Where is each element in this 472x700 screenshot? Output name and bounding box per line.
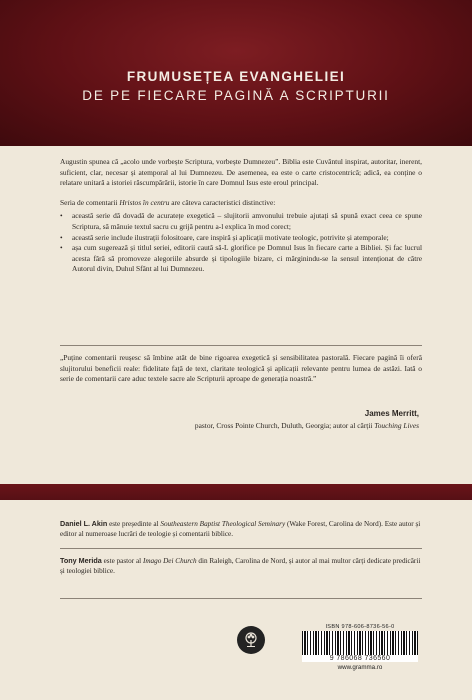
author-institution: Southeastern Baptist Theological Seminary: [160, 520, 286, 528]
divider: [60, 548, 422, 549]
features-list: [60, 211, 422, 275]
list-item-text: așa cum sugerează și titlul seriei, editorii caută să-L glorifice pe Domnul Isus în fiecare carte a Bibliei. Și fac lucrul acesta fără să promoveze alegoriile absurde și tipologiile bizare, ci mărginindu-se la sensul intenționat de către Autorul divin, Duhul Sfânt al lui Dumnezeu.: [72, 243, 422, 274]
divider: [60, 598, 422, 599]
author-text: este pastor al: [101, 557, 143, 565]
header-band: [0, 0, 472, 146]
author-text: (Wake Forest, Carolina de Nord). Este autor și editor al numeroase lucrări de teologie și comentarii biblice.: [60, 520, 421, 539]
series-intro: [60, 198, 422, 209]
series-title: Hristos în centru: [119, 197, 170, 207]
bottom-band: [0, 484, 472, 500]
gramma-tree-logo: [237, 626, 265, 654]
bullet-icon: •: [60, 211, 63, 221]
header-subtitle: DE PE FIECARE PAGINĂ A SCRIPTURII: [82, 88, 390, 103]
barcode-bars: [302, 631, 418, 655]
isbn-barcode: [300, 624, 420, 671]
affiliation-text: pastor, Cross Pointe Church, Duluth, Georgia; autor al cărții: [194, 421, 375, 430]
list-item: [60, 211, 422, 232]
isbn-label: ISBN 978-606-8736-56-0: [325, 624, 395, 630]
series-intro-start: Seria de comentarii: [60, 197, 120, 207]
author-text: din Raleigh, Carolina de Nord, și autor al mai multor cărți dedicate predicării și teologiei biblice.: [60, 557, 421, 576]
quote-affiliation: [195, 421, 419, 430]
publisher-website: www.gramma.ro: [337, 664, 383, 671]
barcode-number: 9 786068 736560: [302, 655, 418, 662]
header-title: FRUMUSEȚEA EVANGHELIEI: [126, 69, 346, 84]
divider: [60, 345, 422, 346]
author-bio-akin: [60, 519, 422, 540]
list-item: [60, 233, 422, 244]
intro-paragraph: Augustin spunea că „acolo unde vorbește Scriptura, vorbește Dumnezeu”. Biblia este Cuvântul inspirat, autoritar, inerent, suficient, clar, necesar și atemporal al lui Dumnezeu. De asemenea, ea este o carte cristocentrică; adică, ea conține o relatare unitară a istoriei răscumpărării, istorie în care Domnul Isus este eroul principal.: [60, 157, 422, 188]
bullet-icon: •: [60, 243, 63, 253]
author-institution: Imago Dei Church: [142, 557, 197, 565]
series-intro-end: are câteva caracteristici distinctive:: [169, 197, 276, 207]
list-item: [60, 243, 422, 275]
author-name: Tony Merida: [60, 556, 102, 565]
tree-icon: [242, 631, 260, 649]
list-item-text: această serie include ilustrații folositoare, care inspiră și aplicații motivate teologic, potrivite și atemporale;: [72, 232, 389, 242]
author-bio-merida: [60, 556, 422, 577]
affiliation-book: Touching Lives: [374, 421, 419, 430]
intro-section: [60, 157, 422, 275]
author-name: Daniel L. Akin: [60, 519, 108, 528]
list-item-text: această serie dă dovadă de acuratețe exegetică – slujitorii amvonului trebuie ajutați să spună exact ceea ce spune Scriptura, să mânuie textul sacru cu grijă pentru a-l explica în mod corect;: [72, 211, 422, 231]
bullet-icon: •: [60, 232, 63, 242]
author-text: este președinte al: [107, 520, 161, 528]
quote-author: James Merritt,: [364, 409, 419, 418]
endorsement-quote: „Puține comentarii reușesc să îmbine atât de bine rigoarea exegetică și sensibilitatea pastorală. Fiecare pagină îi oferă slujitorului beneficii reale: fidelitate față de text, claritate teologică și aplicații relevante pentru lumea de astăzi. Iată o serie de comentarii care aduc textele sacre ale Scripturii aproape de generația noastră.”: [60, 353, 422, 384]
